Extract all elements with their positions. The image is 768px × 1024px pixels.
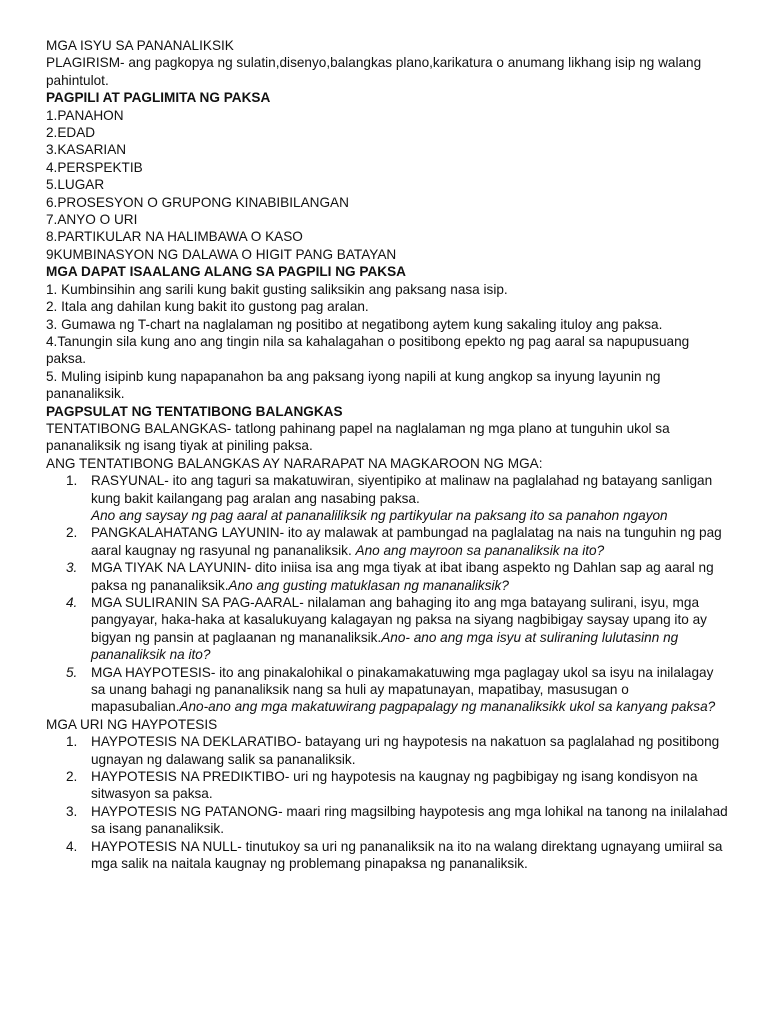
item-text: PANGKALAHATANG LAYUNIN- ito ay malawak at pambungad na paglalatag na nais na tunguhin ng pag aaral kaugnay ng rasyunal ng pananaliksik. [91,525,722,558]
list-item [46,733,728,768]
plagiarism-definition: PLAGIRISM- ang pagkopya ng sulatin,disenyo,balangkas plano,karikatura o anumang likhang isip ng walang pahintulot. [46,55,702,88]
list-item: 8.PARTIKULAR NA HALIMBAWA O KASO [46,229,303,245]
section-title-dapat: MGA DAPAT ISAALANG ALANG SA PAGPILI NG PAKSA [46,264,406,280]
list-item: 1.PANAHON [46,107,124,123]
item-question: Ano-ano ang mga makatuwirang pagpapalagy ng mananaliksikk ukol sa kanyang paksa? [179,699,716,715]
item-number: 1. [66,473,78,489]
list-item: 2. Itala ang dahilan kung bakit ito gustong pag aralan. [46,299,369,315]
item-question: Ano ang saysay ng pag aaral at pananaliliksik ng partikyular na paksang ito sa panahon ngayon [91,507,668,523]
item-number: 2. [66,769,78,785]
list-item: 5.LUGAR [46,177,105,193]
list-item: 3.KASARIAN [46,142,127,158]
list-item [46,594,728,664]
list-item: 7.ANYO O URI [46,212,138,228]
item-number: 3. [66,560,78,576]
item-text: MGA HAYPOTESIS- ito ang pinakalohikal o pinakamakatuwing mga paglagay ukol sa isyu na inilalagay sa unang bahagi ng pananaliksik nang sa huli ay mapatunayan, mapatibay, masusugan o mapasubalian. [91,664,714,715]
balangkas-definition: TENTATIBONG BALANGKAS- tatlong pahinang papel na naglalaman ng mga plano at tunguhin ukol sa pananaliksik ng isang tiyak at piniling paksa. [46,420,670,454]
item-text: MGA TIYAK NA LAYUNIN- dito iniisa isa ang mga tiyak at ibat ibang aspekto ng Dahlan sap ag aaral ng paksa ng pananaliksik. [91,560,714,593]
list-item [46,524,728,559]
document-header: MGA ISYU SA PANANALIKSIK [46,38,234,53]
balangkas-intro: ANG TENTATIBONG BALANGKAS AY NARARAPAT NA MAGKAROON NG MGA: [46,455,543,471]
item-text: RASYUNAL- ito ang taguri sa makatuwiran, siyentipiko at malinaw na paglalahad ng batayang sanligan kung bakit kailangang pag aralan ang nasabing paksa. [91,473,713,506]
list-item: 4.PERSPEKTIB [46,159,143,175]
item-text: HAYPOTESIS NG PATANONG- maari ring magsilbing haypotesis ang mga lohikal na tanong na inilalahad sa isang pananaliksik. [91,803,728,837]
item-number: 1. [66,734,78,750]
list-item [46,803,728,838]
list-item: 5. Muling isipinb kung napapanahon ba ang paksang iyong napili at kung angkop sa inyung layunin ng pananaliksik. [46,368,661,402]
item-number: 4. [66,595,78,610]
item-question: Ano- ano ang mga isyu at suliraning lulutasinn ng pananaliksik na ito? [91,629,679,663]
list-item: 3. Gumawa ng T-chart na naglalaman ng positibo at negatibong aytem kung sakaling ituloy ang paksa. [46,316,663,332]
list-item: 9KUMBINASYON NG DALAWA O HIGIT PANG BATAYAN [46,246,397,262]
section-title-uri: MGA URI NG HAYPOTESIS [46,716,218,732]
item-text: HAYPOTESIS NA DEKLARATIBO- batayang uri ng haypotesis na nakatuon sa paglalahad ng positibong ugnayan ng dalawang salik sa pananaliksik. [91,734,720,767]
item-number: 2. [66,525,78,541]
section-title-balangkas: PAGPSULAT NG TENTATIBONG BALANGKAS [46,403,343,419]
list-item: 2.EDAD [46,125,96,141]
list-item [46,664,728,716]
item-question: Ano ang mayroon sa pananaliksik na ito? [355,542,605,558]
item-text: MGA SULIRANIN SA PAG-AARAL- nilalaman ang bahaging ito ang mga batayang sulirani, isyu, mga pangyayar, haka-haka at kasalukuyang kalagayan ng paksa na siyang nagbibigay saysay upang ito ay bigyan ng pansin at paglaanan ng mananaliksik. [91,595,707,645]
list-item: 4.Tanungin sila kung ano ang tingin nila sa kahalagahan o positibong epekto ng pag aaral sa napupusuang paksa. [46,333,690,367]
list-item [46,559,728,594]
item-number: 3. [66,803,78,819]
item-question: Ano ang gusting matuklasan ng mananaliksik? [228,577,509,593]
haypotesis-list [46,733,728,872]
item-text: HAYPOTESIS NA PREDIKTIBO- uri ng haypotesis na kaugnay ng pagbibigay ng isang kondisyon na sitwasyon sa paksa. [91,769,698,802]
item-number: 4. [66,838,78,854]
item-number: 5. [66,664,78,680]
list-item [46,472,728,524]
balangkas-list [46,472,728,716]
list-item: 1. Kumbinsihin ang sarili kung bakit gusting saliksikin ang paksang nasa isip. [46,281,508,297]
list-item [46,838,728,873]
item-text: HAYPOTESIS NA NULL- tinutukoy sa uri ng pananaliksik na ito na walang direktang ugnayang umiiral sa mga salik na naitala kaugnay ng problemang pinapaksa ng pananaliksik. [91,838,723,872]
list-item: 6.PROSESYON O GRUPONG KINABIBILANGAN [46,194,349,210]
list-item [46,768,728,803]
section-title-pagpili: PAGPILI AT PAGLIMITA NG PAKSA [46,90,271,106]
